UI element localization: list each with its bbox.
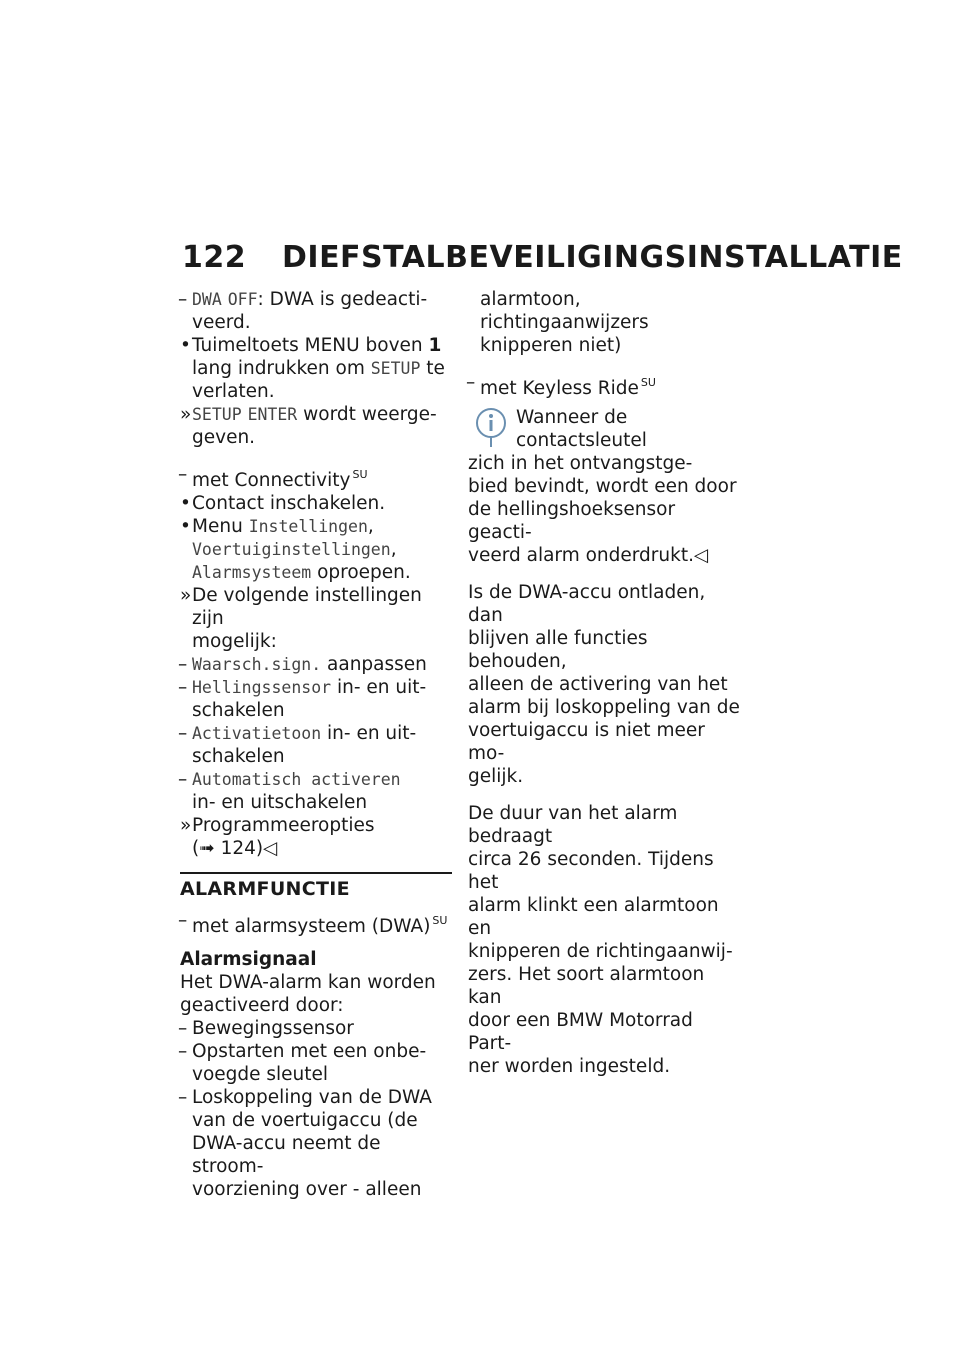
dash-marker: – [178, 677, 188, 698]
list-item: – met Connectivity $^{SU}$ [178, 464, 368, 491]
list-item: – DWA OFF: DWA is gedeacti- veerd. [178, 289, 428, 333]
page-number: 122 [182, 240, 247, 275]
dash-marker: – [466, 372, 476, 393]
page-reference[interactable]: (➟ 124)◁ [192, 838, 278, 859]
dash-marker: – [178, 1041, 188, 1062]
list-item: – Bewegingssensor [178, 1018, 354, 1039]
list-item: – Automatisch activeren in- en uitschakelen [178, 769, 401, 813]
bullet-marker: • [180, 516, 191, 537]
result-marker: » [180, 585, 192, 606]
dash-marker: – [178, 769, 188, 790]
page-header [182, 240, 903, 275]
bullet-marker: • [180, 493, 191, 514]
dash-marker: – [178, 1018, 188, 1039]
info-icon [474, 406, 508, 448]
list-item: – Waarsch.sign. aanpassen [178, 654, 427, 675]
dash-marker: – [178, 723, 188, 744]
dash-marker: – [178, 289, 188, 310]
list-item: – Loskoppeling van de DWA van de voertuigaccu (de DWA-accu neemt de stroom- voorziening over - alleen [178, 1087, 432, 1200]
dash-marker: – [178, 910, 188, 931]
list-item: » SETUP ENTER wordt weerge- geven. [180, 404, 437, 448]
list-item: – met Keyless Ride $^{SU}$ [466, 372, 656, 399]
result-marker: » [180, 815, 192, 836]
section-title: ALARMFUNCTIE [180, 872, 452, 901]
list-item: • Menu Instellingen, Voertuiginstellingen, Alarmsysteem oproepen. [180, 516, 411, 583]
subsection-title: Alarmsignaal [180, 949, 317, 970]
bullet-marker: • [180, 335, 191, 356]
list-item: – Opstarten met een onbe- voegde sleutel [178, 1041, 427, 1085]
left-column [180, 288, 452, 1201]
chapter-title: DIEFSTALBEVEILIGINGSINSTALLATIE [282, 240, 903, 275]
list-item-continuation: alarmtoon, richtingaanwijzers knipperen niet) [480, 289, 649, 356]
dash-marker: – [178, 464, 188, 485]
paragraph: Het DWA-alarm kan worden geactiveerd door: [180, 972, 436, 1016]
list-item: – met alarmsysteem (DWA) $^{SU}$ [178, 910, 448, 937]
right-column [468, 288, 740, 1078]
info-note: Wanneer de contactsleutel zich in het ontvangstge- bied bevindt, wordt een door de hellingshoeksensor geacti- veerd alarm onderdrukt.◁ [468, 407, 737, 566]
list-item: • Contact inschakelen. [180, 493, 386, 514]
list-item: • Tuimeltoets MENU boven 1 lang indrukken om SETUP te verlaten. [180, 335, 445, 402]
list-item: » De volgende instellingen zijn mogelijk: [180, 585, 422, 652]
result-marker: » [180, 404, 192, 425]
list-item: – Hellingssensor in- en uit- schakelen [178, 677, 427, 721]
paragraph: Is de DWA-accu ontladen, dan blijven alle functies behouden, alleen de activering van het alarm bij loskoppeling van de voertuigaccu is niet meer mo- gelijk. [468, 582, 740, 787]
dash-marker: – [178, 1087, 188, 1108]
list-item: – Activatietoon in- en uit- schakelen [178, 723, 417, 767]
paragraph: De duur van het alarm bedraagt circa 26 seconden. Tijdens het alarm klinkt een alarmtoon en knipperen de richtingaanwij- zers. Het soort alarmtoon kan door een BMW Motorrad Part- ner worden ingesteld. [468, 803, 733, 1077]
dash-marker: – [178, 654, 188, 675]
list-item: » Programmeeropties (➟ 124)◁ [180, 815, 375, 859]
